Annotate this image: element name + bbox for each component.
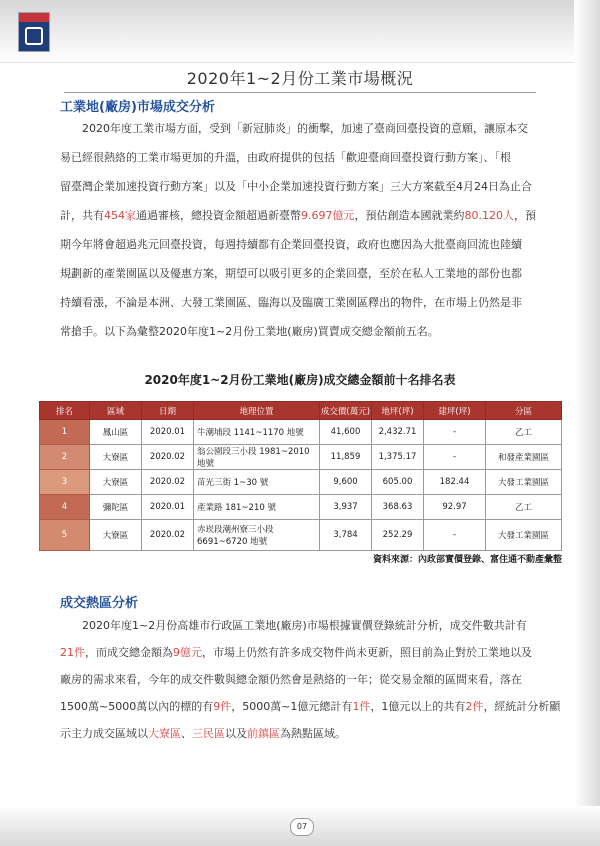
highlight-count-large: 2件 xyxy=(465,700,484,713)
right-decorative-band xyxy=(574,0,600,846)
highlight-company-count: 454家 xyxy=(104,209,136,222)
land-area-cell: 605.00 xyxy=(372,470,424,495)
ranking-table xyxy=(39,401,562,551)
highlight-district-sanmin: 三民區 xyxy=(192,727,225,740)
building-area-cell: - xyxy=(424,420,486,445)
highlight-district-qianzhen: 前鎮區 xyxy=(247,727,280,740)
price-cell: 3,937 xyxy=(320,495,372,520)
header-zone: 分區 xyxy=(486,402,562,420)
paragraph-line xyxy=(60,201,550,230)
building-area-cell: 182.44 xyxy=(424,470,486,495)
location-cell: 產業路 181~210 號 xyxy=(194,495,320,520)
zone-cell: 乙工 xyxy=(486,420,562,445)
text-run: 為熱點區域。 xyxy=(280,727,346,740)
date-cell: 2020.02 xyxy=(142,520,194,551)
highlight-total-amount: 9億元 xyxy=(173,646,202,659)
paragraph-line: 廠房的需求來看，今年的成交件數與總金額仍然會是熱絡的一年；從交易金額的區間來看，落在 xyxy=(60,673,522,686)
header-rank: 排名 xyxy=(40,402,90,420)
paragraph-line xyxy=(60,693,561,720)
section1-paragraph xyxy=(60,114,550,346)
date-cell: 2020.02 xyxy=(142,470,194,495)
rank-cell: 4 xyxy=(40,495,90,520)
date-cell: 2020.01 xyxy=(142,495,194,520)
logo-emblem-icon xyxy=(25,27,43,45)
text-run: ，1億元以上的共有 xyxy=(370,700,466,713)
text-run: 計，共有 xyxy=(60,209,104,222)
text-run: ，市場上仍然有許多成交物件尚未更新，照目前為止對於工業地以及 xyxy=(202,646,532,659)
text-run: ，而成交總金額為 xyxy=(85,646,173,659)
price-cell: 41,600 xyxy=(320,420,372,445)
logo-blue-field xyxy=(19,22,49,51)
rank-cell: 2 xyxy=(40,445,90,470)
publisher-logo xyxy=(18,12,50,52)
building-area-cell: 92.97 xyxy=(424,495,486,520)
header-price: 成交價(萬元) xyxy=(320,402,372,420)
section-heading-hot-areas: 成交熱區分析 xyxy=(60,596,139,611)
district-cell: 大寮區 xyxy=(90,470,142,495)
header-district: 區域 xyxy=(90,402,142,420)
text-run: 1500萬~5000萬以內的標的有 xyxy=(60,700,214,713)
paragraph-line: 2020年度1~2月份高雄市行政區工業地(廠房)市場根據實價登錄統計分析，成交件數共計有 xyxy=(60,619,527,632)
table-header-row xyxy=(40,402,562,420)
date-cell: 2020.01 xyxy=(142,420,194,445)
text-run: ，5000萬~1億元總計有 xyxy=(231,700,353,713)
building-area-cell: - xyxy=(424,520,486,551)
data-source-note: 資料來源：內政部實價登錄、富住通不動產彙整 xyxy=(372,555,562,565)
district-cell: 鳳山區 xyxy=(90,420,142,445)
rank-cell: 1 xyxy=(40,420,90,445)
section-heading-transaction-analysis: 工業地(廠房)市場成交分析 xyxy=(60,100,215,115)
zone-cell: 乙工 xyxy=(486,495,562,520)
text-run: 通過審核，總投資金額超過新臺幣 xyxy=(136,209,301,222)
page-number: 07 xyxy=(290,818,314,836)
header-location: 地理位置 xyxy=(194,402,320,420)
table-row xyxy=(40,470,562,495)
price-cell: 9,600 xyxy=(320,470,372,495)
top-decorative-band xyxy=(0,0,600,62)
paragraph-line: 易已經很熱絡的工業市場更加的升溫，由政府提供的包括「歡迎臺商回臺投資行動方案」、「根 xyxy=(60,151,511,164)
highlight-deal-count: 21件 xyxy=(60,646,85,659)
land-area-cell: 252.29 xyxy=(372,520,424,551)
header-building-area: 建坪(坪) xyxy=(424,402,486,420)
title-rule xyxy=(64,92,536,93)
rank-cell: 5 xyxy=(40,520,90,551)
highlight-investment-amount: 9.697億元 xyxy=(301,209,355,222)
section2-paragraph xyxy=(60,612,561,747)
header-date: 日期 xyxy=(142,402,194,420)
paragraph-line: 2020年度工業市場方面，受到「新冠肺炎」的衝擊，加速了臺商回臺投資的意願，讓原本交 xyxy=(60,122,528,135)
rank-cell: 3 xyxy=(40,470,90,495)
text-run: ，經統計分析顯 xyxy=(483,700,561,713)
price-cell: 3,784 xyxy=(320,520,372,551)
table-row xyxy=(40,495,562,520)
location-cell: 苗光三街 1~30 號 xyxy=(194,470,320,495)
location-cell: 翁公園段三小段 1981~2010 地號 xyxy=(194,445,320,470)
highlight-count-small: 9件 xyxy=(213,700,232,713)
header-land-area: 地坪(坪) xyxy=(372,402,424,420)
paragraph-line: 留臺灣企業加速投資行動方案」以及「中小企業加速投資行動方案」三大方案截至4月24日為止合 xyxy=(60,180,532,193)
location-cell: 赤崁段潮州寮三小段 6691~6720 地號 xyxy=(194,520,320,551)
date-cell: 2020.02 xyxy=(142,445,194,470)
paragraph-line xyxy=(60,720,550,747)
zone-cell: 大發工業園區 xyxy=(486,520,562,551)
land-area-cell: 368.63 xyxy=(372,495,424,520)
price-cell: 11,859 xyxy=(320,445,372,470)
district-cell: 大寮區 xyxy=(90,520,142,551)
paragraph-line xyxy=(60,639,550,666)
top-band-rule xyxy=(0,62,600,63)
text-run: 以及 xyxy=(225,727,247,740)
table-title: 2020年度1~2月份工業地(廠房)成交總金額前十名排名表 xyxy=(144,373,456,387)
text-run: ，預 xyxy=(514,209,536,222)
table-row xyxy=(40,520,562,551)
district-cell: 大寮區 xyxy=(90,445,142,470)
highlight-employment: 80.120人 xyxy=(464,209,514,222)
land-area-cell: 1,375.17 xyxy=(372,445,424,470)
table-row xyxy=(40,420,562,445)
table-row xyxy=(40,445,562,470)
zone-cell: 大發工業園區 xyxy=(486,470,562,495)
district-cell: 彌陀區 xyxy=(90,495,142,520)
text-run: 、 xyxy=(181,727,192,740)
text-run: ，預估創造本國就業約 xyxy=(354,209,465,222)
building-area-cell: - xyxy=(424,445,486,470)
page-title: 2020年1~2月份工業市場概況 xyxy=(186,69,414,88)
paragraph-line: 期今年將會超過兆元回臺投資，每週持續都有企業回臺投資，政府也應因為大批臺商回流也陸續 xyxy=(60,238,522,251)
highlight-count-mid: 1件 xyxy=(352,700,371,713)
land-area-cell: 2,432.71 xyxy=(372,420,424,445)
paragraph-line: 規劃新的產業園區以及優惠方案，期望可以吸引更多的企業回臺，至於在私人工業地的部份也都 xyxy=(60,267,522,280)
paragraph-line: 常搶手。以下為彙整2020年度1~2月份工業地(廠房)買賣成交總金額前五名。 xyxy=(60,325,439,338)
paragraph-line: 持續看漲，不論是本洲、大發工業園區、臨海以及臨廣工業園區釋出的物件，在市場上仍然是非 xyxy=(60,296,522,309)
text-run: 示主力成交區域以 xyxy=(60,727,148,740)
zone-cell: 和發產業園區 xyxy=(486,445,562,470)
highlight-district-daliao: 大寮區 xyxy=(148,727,181,740)
location-cell: 牛潮埔段 1141~1170 地號 xyxy=(194,420,320,445)
logo-red-strip xyxy=(19,13,49,22)
